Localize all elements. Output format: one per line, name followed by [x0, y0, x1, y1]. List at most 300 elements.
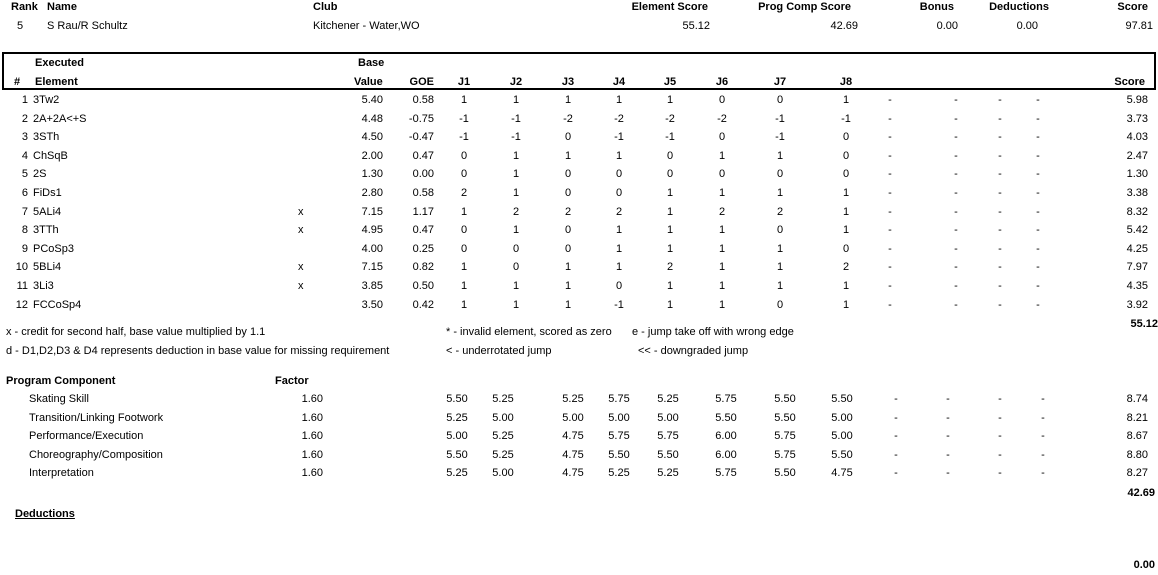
judge-mark: 0 [460, 243, 468, 255]
judge-mark: 5.25 [608, 467, 630, 479]
empty-judge-mark: - [1036, 187, 1040, 199]
judge-mark: 5.25 [657, 467, 679, 479]
element-code: FCCoSp4 [33, 299, 82, 311]
judge-mark: 1 [564, 261, 572, 273]
judge-mark: 1 [666, 299, 674, 311]
judge-mark: 1 [512, 280, 520, 292]
rank-value: 5 [17, 20, 24, 32]
judge-mark: 1 [460, 280, 468, 292]
judge-mark: 0 [615, 280, 623, 292]
judge-mark: 1 [460, 206, 468, 218]
judge-mark: 5.25 [492, 449, 514, 461]
executed-label: Executed [35, 57, 84, 69]
base-value: 7.15 [361, 261, 383, 273]
judge-mark: 0 [666, 150, 674, 162]
element-number: 8 [21, 224, 28, 236]
bonus-value: 0.00 [936, 20, 958, 32]
judge-mark: 2 [564, 206, 572, 218]
element-code: 2A+2A<+S [33, 113, 87, 125]
empty-judge-mark: - [954, 168, 958, 180]
judge-mark: 2 [512, 206, 520, 218]
judge-mark: 4.75 [562, 430, 584, 442]
judge-mark: 1 [718, 299, 726, 311]
judge-mark: 1 [615, 150, 623, 162]
component-name: Performance/Execution [29, 430, 144, 442]
judge-header: J2 [509, 76, 523, 88]
empty-judge-mark: - [888, 224, 892, 236]
empty-judge-mark: - [946, 430, 950, 442]
legend-e-note: e - jump take off with wrong edge [632, 326, 794, 338]
judge-mark: 1 [512, 224, 520, 236]
judge-mark: 0 [776, 224, 784, 236]
judge-mark: 5.25 [657, 393, 679, 405]
element-number: 4 [21, 150, 28, 162]
judge-mark: 2 [842, 261, 850, 273]
judge-header: J6 [715, 76, 729, 88]
judge-mark: 4.75 [562, 467, 584, 479]
component-name: Choreography/Composition [29, 449, 163, 461]
judge-mark: 1 [512, 150, 520, 162]
judge-mark: 1 [615, 243, 623, 255]
base-value: 5.40 [361, 94, 383, 106]
name-value: S Rau/R Schultz [47, 20, 128, 32]
component-score: 8.67 [1126, 430, 1148, 442]
empty-judge-mark: - [1036, 150, 1040, 162]
judge-mark: -1 [511, 113, 521, 125]
element-number: 12 [15, 299, 28, 311]
judge-mark: 1 [512, 187, 520, 199]
empty-judge-mark: - [998, 449, 1002, 461]
judge-mark: 2 [460, 187, 468, 199]
judge-mark: 5.00 [657, 412, 679, 424]
judge-mark: 5.50 [831, 393, 853, 405]
element-score-label: Element Score [631, 1, 708, 13]
empty-judge-mark: - [998, 224, 1002, 236]
empty-judge-mark: - [998, 206, 1002, 218]
empty-judge-mark: - [1036, 243, 1040, 255]
component-factor: 1.60 [301, 430, 323, 442]
judge-mark: 5.50 [774, 412, 796, 424]
empty-judge-mark: - [894, 393, 898, 405]
judge-mark: 5.25 [446, 467, 468, 479]
judge-mark: 0 [564, 243, 572, 255]
base-value: 7.15 [361, 206, 383, 218]
judge-mark: 0 [615, 168, 623, 180]
judge-mark: 0 [842, 131, 850, 143]
judge-mark: 1 [776, 187, 784, 199]
judge-mark: 5.50 [657, 449, 679, 461]
component-factor: 1.60 [301, 412, 323, 424]
empty-judge-mark: - [998, 280, 1002, 292]
element-number: 1 [21, 94, 28, 106]
empty-judge-mark: - [1041, 430, 1045, 442]
judge-mark: 1 [460, 94, 468, 106]
legend-invalid-note: * - invalid element, scored as zero [446, 326, 612, 338]
goe-value: 0.47 [412, 224, 434, 236]
empty-judge-mark: - [1036, 113, 1040, 125]
empty-judge-mark: - [888, 206, 892, 218]
club-value: Kitchener - Water,WO [313, 20, 420, 32]
elements-total: 55.12 [1130, 318, 1158, 330]
element-number: 5 [21, 168, 28, 180]
element-score: 4.25 [1126, 243, 1148, 255]
judge-mark: 1 [718, 150, 726, 162]
judge-mark: 1 [842, 224, 850, 236]
judge-mark: 0 [564, 187, 572, 199]
judge-mark: 0 [718, 94, 726, 106]
judge-mark: 5.00 [492, 467, 514, 479]
empty-judge-mark: - [946, 412, 950, 424]
empty-judge-mark: - [954, 94, 958, 106]
judge-mark: 1 [718, 261, 726, 273]
empty-judge-mark: - [954, 261, 958, 273]
judge-mark: 1 [564, 299, 572, 311]
deductions-value: 0.00 [1016, 20, 1038, 32]
judge-mark: -1 [614, 131, 624, 143]
element-number: 11 [16, 280, 28, 292]
element-score: 3.92 [1126, 299, 1148, 311]
element-number: 10 [15, 261, 28, 273]
program-component-label: Program Component [6, 375, 116, 387]
empty-judge-mark: - [954, 224, 958, 236]
judge-mark: 0 [718, 168, 726, 180]
empty-judge-mark: - [894, 467, 898, 479]
deductions-total: 0.00 [1133, 559, 1155, 571]
name-label: Name [47, 1, 77, 13]
base-label: Base [358, 57, 385, 69]
empty-judge-mark: - [1036, 131, 1040, 143]
judge-mark: 0 [666, 168, 674, 180]
empty-judge-mark: - [998, 393, 1002, 405]
component-score: 8.80 [1126, 449, 1148, 461]
judge-mark: 0 [564, 168, 572, 180]
element-score: 5.42 [1126, 224, 1148, 236]
element-number: 3 [21, 131, 28, 143]
judge-mark: 5.00 [831, 430, 853, 442]
empty-judge-mark: - [954, 280, 958, 292]
judge-header: J7 [773, 76, 787, 88]
element-number: 2 [21, 113, 28, 125]
judge-mark: 2 [718, 206, 726, 218]
empty-judge-mark: - [1036, 168, 1040, 180]
judge-header: J4 [612, 76, 626, 88]
component-name: Interpretation [29, 467, 94, 479]
judge-mark: 5.25 [446, 412, 468, 424]
judge-mark: 5.75 [608, 430, 630, 442]
empty-judge-mark: - [1036, 94, 1040, 106]
empty-judge-mark: - [894, 449, 898, 461]
judge-mark: 0 [512, 243, 520, 255]
base-value: 4.50 [361, 131, 383, 143]
judge-mark: 0 [460, 168, 468, 180]
judge-mark: 4.75 [831, 467, 853, 479]
judge-mark: 1 [842, 206, 850, 218]
score-label: Score [1117, 1, 1148, 13]
empty-judge-mark: - [1036, 206, 1040, 218]
empty-judge-mark: - [954, 206, 958, 218]
empty-judge-mark: - [888, 168, 892, 180]
empty-judge-mark: - [894, 412, 898, 424]
judge-mark: 0 [512, 261, 520, 273]
rank-label: Rank [11, 1, 38, 13]
empty-judge-mark: - [1036, 280, 1040, 292]
judge-mark: 2 [615, 206, 623, 218]
judge-mark: 1 [564, 150, 572, 162]
empty-judge-mark: - [946, 467, 950, 479]
judge-mark: 1 [776, 261, 784, 273]
judge-mark: 0 [460, 224, 468, 236]
judge-mark: 5.75 [774, 430, 796, 442]
empty-judge-mark: - [946, 393, 950, 405]
base-value: 4.48 [361, 113, 383, 125]
judge-mark: 5.75 [608, 393, 630, 405]
judge-mark: 5.75 [715, 467, 737, 479]
empty-judge-mark: - [888, 150, 892, 162]
pcs-label: Prog Comp Score [758, 1, 851, 13]
judge-mark: 1 [512, 299, 520, 311]
element-code: 3TTh [33, 224, 59, 236]
goe-label: GOE [409, 76, 434, 88]
element-score: 4.35 [1126, 280, 1148, 292]
judge-mark: 1 [666, 224, 674, 236]
judge-mark: 6.00 [715, 449, 737, 461]
judge-mark: 1 [460, 261, 468, 273]
element-score: 3.38 [1126, 187, 1148, 199]
judge-mark: 0 [842, 243, 850, 255]
goe-value: 0.58 [412, 94, 434, 106]
goe-value: 0.25 [412, 243, 434, 255]
judge-mark: 5.50 [715, 412, 737, 424]
judge-mark: 6.00 [715, 430, 737, 442]
element-code: 3Li3 [33, 280, 54, 292]
judge-mark: -2 [717, 113, 727, 125]
value-label: Value [354, 76, 383, 88]
judge-mark: 0 [564, 131, 572, 143]
empty-judge-mark: - [954, 150, 958, 162]
judge-mark: 1 [460, 299, 468, 311]
second-half-flag: x [298, 280, 304, 292]
goe-value: 0.50 [412, 280, 434, 292]
number-label: # [14, 76, 21, 88]
judge-mark: 1 [842, 280, 850, 292]
judge-mark: 2 [776, 206, 784, 218]
judge-header: J1 [457, 76, 471, 88]
judge-mark: 5.00 [831, 412, 853, 424]
judge-mark: 5.00 [562, 412, 584, 424]
judge-mark: 1 [776, 150, 784, 162]
empty-judge-mark: - [1036, 299, 1040, 311]
judge-mark: 1 [718, 280, 726, 292]
judge-mark: 5.50 [831, 449, 853, 461]
second-half-flag: x [298, 206, 304, 218]
deductions-title: Deductions [15, 508, 75, 520]
judge-header: J8 [839, 76, 853, 88]
goe-value: -0.47 [408, 131, 434, 143]
judge-mark: 5.00 [492, 412, 514, 424]
empty-judge-mark: - [1041, 393, 1045, 405]
base-value: 2.80 [361, 187, 383, 199]
empty-judge-mark: - [894, 430, 898, 442]
factor-label: Factor [275, 375, 309, 387]
base-value: 2.00 [361, 150, 383, 162]
judge-mark: 0 [776, 299, 784, 311]
judge-mark: 1 [666, 94, 674, 106]
empty-judge-mark: - [998, 113, 1002, 125]
judge-mark: -2 [614, 113, 624, 125]
bonus-label: Bonus [919, 1, 954, 13]
judge-mark: -1 [775, 113, 785, 125]
element-number: 7 [21, 206, 28, 218]
component-score: 8.21 [1126, 412, 1148, 424]
base-value: 4.95 [361, 224, 383, 236]
judge-mark: 1 [615, 261, 623, 273]
element-number: 9 [21, 243, 28, 255]
empty-judge-mark: - [998, 299, 1002, 311]
empty-judge-mark: - [998, 412, 1002, 424]
empty-judge-mark: - [954, 299, 958, 311]
element-code: ChSqB [33, 150, 68, 162]
base-value: 1.30 [361, 168, 383, 180]
component-factor: 1.60 [301, 393, 323, 405]
empty-judge-mark: - [888, 113, 892, 125]
component-score: 8.74 [1126, 393, 1148, 405]
score-column-label: Score [1114, 76, 1145, 88]
judge-mark: 1 [512, 94, 520, 106]
club-label: Club [313, 1, 338, 13]
element-score: 5.98 [1126, 94, 1148, 106]
total-score-value: 97.81 [1125, 20, 1153, 32]
judge-mark: -1 [665, 131, 675, 143]
judge-mark: 1 [842, 299, 850, 311]
judge-mark: -1 [775, 131, 785, 143]
element-code: 5BLi4 [33, 261, 62, 273]
base-value: 3.50 [361, 299, 383, 311]
judge-mark: 1 [776, 243, 784, 255]
judge-mark: 1 [842, 187, 850, 199]
pcs-value: 42.69 [830, 20, 858, 32]
judge-mark: -1 [459, 131, 469, 143]
element-number: 6 [21, 187, 28, 199]
goe-value: 0.47 [412, 150, 434, 162]
empty-judge-mark: - [888, 131, 892, 143]
judge-mark: 1 [718, 243, 726, 255]
empty-judge-mark: - [1041, 467, 1045, 479]
empty-judge-mark: - [954, 113, 958, 125]
empty-judge-mark: - [888, 261, 892, 273]
empty-judge-mark: - [954, 243, 958, 255]
judge-mark: 1 [512, 168, 520, 180]
empty-judge-mark: - [998, 430, 1002, 442]
judge-mark: 2 [666, 261, 674, 273]
empty-judge-mark: - [998, 150, 1002, 162]
component-factor: 1.60 [301, 449, 323, 461]
judge-mark: -2 [563, 113, 573, 125]
empty-judge-mark: - [998, 131, 1002, 143]
empty-judge-mark: - [998, 243, 1002, 255]
legend-under-note: < - underrotated jump [446, 345, 552, 357]
judge-mark: 0 [564, 224, 572, 236]
empty-judge-mark: - [998, 467, 1002, 479]
element-score: 4.03 [1126, 131, 1148, 143]
empty-judge-mark: - [888, 280, 892, 292]
judge-mark: 1 [615, 94, 623, 106]
judge-mark: 5.75 [774, 449, 796, 461]
empty-judge-mark: - [1041, 412, 1045, 424]
legend-down-note: << - downgraded jump [638, 345, 749, 357]
judge-mark: 4.75 [562, 449, 584, 461]
element-label: Element [35, 76, 78, 88]
judge-mark: 1 [666, 187, 674, 199]
judge-mark: 5.00 [608, 412, 630, 424]
element-score: 1.30 [1126, 168, 1148, 180]
empty-judge-mark: - [888, 94, 892, 106]
element-score: 2.47 [1126, 150, 1148, 162]
judge-mark: 1 [564, 280, 572, 292]
judge-mark: 5.50 [446, 449, 468, 461]
judge-mark: 5.50 [608, 449, 630, 461]
element-code: 3Tw2 [33, 94, 60, 106]
goe-value: -0.75 [408, 113, 434, 125]
legend-d-note: d - D1,D2,D3 & D4 represents deduction in base value for missing requirement [6, 345, 390, 357]
judge-mark: 5.25 [492, 430, 514, 442]
element-code: FiDs1 [33, 187, 62, 199]
second-half-flag: x [298, 261, 304, 273]
goe-value: 0.82 [412, 261, 434, 273]
base-value: 3.85 [361, 280, 383, 292]
component-name: Transition/Linking Footwork [29, 412, 164, 424]
empty-judge-mark: - [998, 168, 1002, 180]
empty-judge-mark: - [946, 449, 950, 461]
element-score-value: 55.12 [682, 20, 710, 32]
empty-judge-mark: - [888, 187, 892, 199]
judge-mark: -2 [665, 113, 675, 125]
judge-mark: 0 [718, 131, 726, 143]
judge-mark: 5.25 [492, 393, 514, 405]
base-value: 4.00 [361, 243, 383, 255]
judge-mark: 1 [666, 243, 674, 255]
element-score: 3.73 [1126, 113, 1148, 125]
judge-mark: 5.50 [446, 393, 468, 405]
judge-mark: 5.00 [446, 430, 468, 442]
empty-judge-mark: - [998, 187, 1002, 199]
goe-value: 0.42 [412, 299, 434, 311]
goe-value: 0.58 [412, 187, 434, 199]
judge-mark: -1 [841, 113, 851, 125]
legend-x-note: x - credit for second half, base value multiplied by 1.1 [6, 326, 266, 338]
second-half-flag: x [298, 224, 304, 236]
element-code: 2S [33, 168, 47, 180]
empty-judge-mark: - [1036, 224, 1040, 236]
element-code: 3STh [33, 131, 60, 143]
element-score: 7.97 [1126, 261, 1148, 273]
judge-mark: -1 [614, 299, 624, 311]
judge-mark: 0 [615, 187, 623, 199]
judge-mark: -1 [459, 113, 469, 125]
judge-mark: 0 [842, 168, 850, 180]
judge-mark: -1 [511, 131, 521, 143]
judge-mark: 1 [615, 224, 623, 236]
goe-value: 1.17 [412, 206, 434, 218]
empty-judge-mark: - [1036, 261, 1040, 273]
empty-judge-mark: - [998, 94, 1002, 106]
judge-mark: 0 [842, 150, 850, 162]
judge-mark: 5.75 [657, 430, 679, 442]
empty-judge-mark: - [1041, 449, 1045, 461]
component-factor: 1.60 [301, 467, 323, 479]
judge-mark: 5.50 [774, 393, 796, 405]
element-score: 8.32 [1126, 206, 1148, 218]
judge-mark: 5.50 [774, 467, 796, 479]
